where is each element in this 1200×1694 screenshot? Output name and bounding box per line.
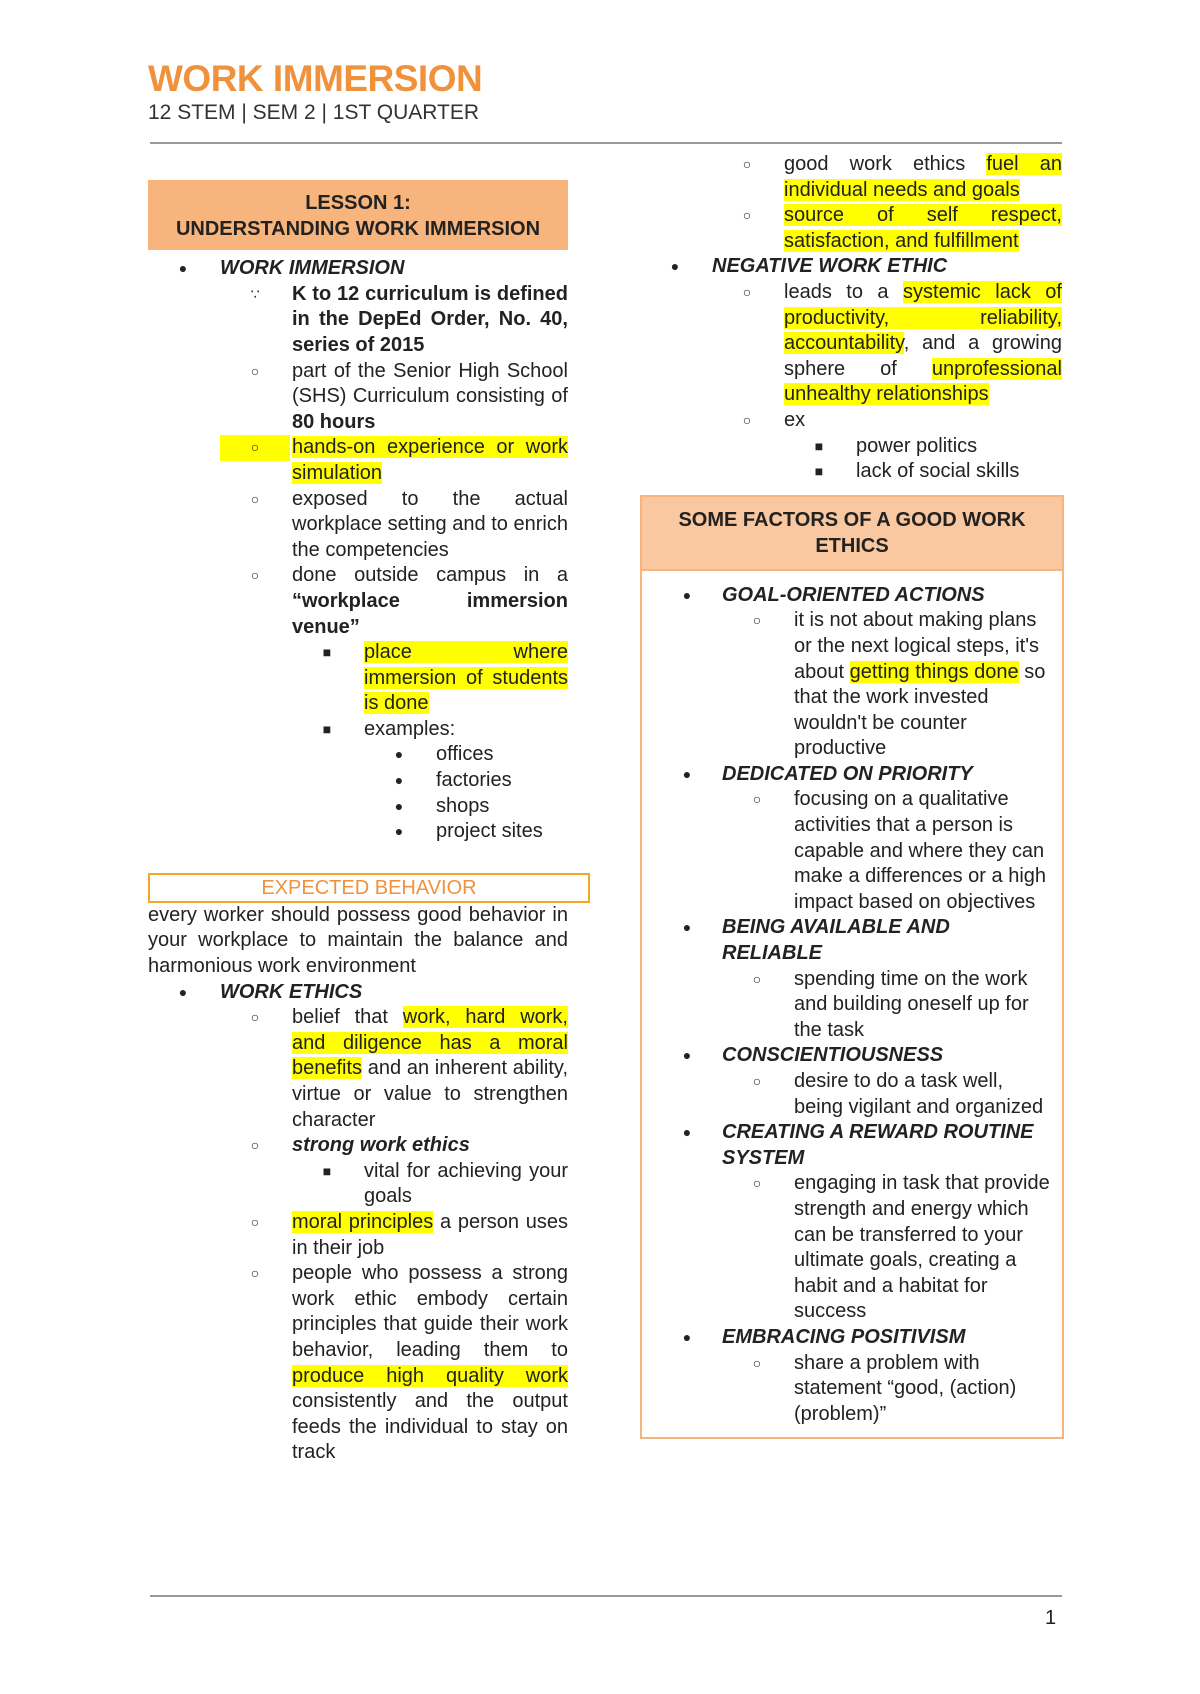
circle-bullet-icon: ○ [250, 1009, 260, 1026]
list-item: ■ power politics [784, 434, 1062, 460]
list-item: ○ strong work ethics ■ vital for achieving your goals [220, 1133, 568, 1210]
list-item: ○ spending time on the work and building oneself up for the task [722, 967, 1054, 1044]
bullet-icon: ● [394, 746, 404, 763]
factors-box [640, 495, 1064, 1440]
circle-bullet-icon: ○ [752, 1354, 762, 1371]
square-bullet-icon: ■ [322, 1162, 332, 1179]
work-ethics-list [148, 980, 568, 1466]
list-item: ■ examples: ● offices ● factories ● shops ● project sites [292, 717, 568, 845]
list-item: ● project sites [364, 819, 568, 845]
list-item: ○ moral principles a person uses in their job [220, 1210, 568, 1261]
circle-bullet-icon: ○ [250, 362, 260, 379]
list-item: ○ part of the Senior High School (SHS) Curriculum consisting of 80 hours [220, 359, 568, 436]
circle-bullet-icon: ○ [250, 1265, 260, 1282]
list-item: ○ engaging in task that provide strength and energy which can be transferred to your ultimate goals, creating a habit and a habitat for success [722, 1171, 1054, 1325]
lesson-title-box [148, 180, 568, 250]
bullet-icon: ● [682, 1328, 692, 1345]
bullet-icon: ● [394, 772, 404, 789]
bullet-icon: ● [682, 919, 692, 936]
bullet-icon: ● [682, 765, 692, 782]
list-item: ○ desire to do a task well, being vigilant and organized [722, 1069, 1054, 1120]
list-item: ○ source of self respect, satisfaction, and fulfillment [712, 203, 1062, 254]
circle-bullet-icon: ○ [752, 1073, 762, 1089]
circle-bullet-icon: ○ [250, 490, 260, 507]
bullet-icon: ● [670, 258, 680, 275]
header-divider [150, 142, 1062, 144]
list-item: ○ done outside campus in a “workplace immersion venue” ■ place where immersion of students is done ■ examples: ● offices ● factories ● shops ● project sites [220, 563, 568, 845]
list-item: ● DEDICATED ON PRIORITY ○ focusing on a qualitative activities that a person is capable and where they can make a differences or a high impact based on objectives [642, 762, 1054, 916]
footer-divider [150, 1595, 1062, 1597]
work-immersion-heading: WORK IMMERSION [220, 257, 405, 280]
list-item: ■ lack of social skills [784, 459, 1062, 485]
bullet-icon: ● [682, 586, 692, 603]
list-item: ● GOAL-ORIENTED ACTIONS ○ it is not about making plans or the next logical steps, it's about getting things done so that the work invested wouldn't be counter productive [642, 583, 1054, 762]
list-item: ○ hands-on experience or work simulation [220, 435, 568, 486]
bullet-icon: ● [178, 983, 188, 1000]
list-item: ○ it is not about making plans or the next logical steps, it's about getting things done so that the work invested wouldn't be counter productive [722, 608, 1054, 762]
negative-work-ethic-heading: NEGATIVE WORK ETHIC [712, 255, 948, 278]
sparkle-bullet-icon: ∵ [250, 285, 260, 302]
list-item [148, 980, 568, 1466]
list-item: ● EMBRACING POSITIVISM ○ share a problem with statement “good, (action)(problem)” [642, 1325, 1054, 1427]
right-column [640, 152, 1062, 1439]
list-item: ● BEING AVAILABLE AND RELIABLE ○ spending time on the work and building oneself up for the task [642, 915, 1054, 1043]
bullet-icon: ● [394, 797, 404, 814]
circle-bullet-icon: ○ [742, 207, 752, 224]
list-item: ○ leads to a systemic lack of productivity, reliability, accountability, and a growing sphere of unprofessional unhealthy relationships [712, 280, 1062, 408]
left-column [148, 180, 568, 1466]
list-item: ○ ex ■ power politics ■ lack of social skills [712, 408, 1062, 485]
work-ethics-heading: WORK ETHICS [220, 980, 363, 1003]
circle-bullet-icon: ○ [752, 1175, 762, 1192]
circle-bullet-icon: ○ [250, 567, 260, 584]
list-item: ■ place where immersion of students is done [292, 640, 568, 717]
list-item: ○ focusing on a qualitative activities that a person is capable and where they can make a differences or a high impact based on objectives [722, 787, 1054, 915]
list-item: ● factories [364, 768, 568, 794]
page-number: 1 [1045, 1607, 1057, 1629]
list-item: ○ good work ethics fuel an individual needs and goals [712, 152, 1062, 203]
list-item: ○ share a problem with statement “good, (action)(problem)” [722, 1351, 1054, 1428]
square-bullet-icon: ■ [814, 437, 824, 454]
list-item: ○ belief that work, hard work, and diligence has a moral benefits and an inherent ability, virtue or value to strengthen character [220, 1005, 568, 1133]
circle-bullet-icon: ○ [250, 1137, 260, 1154]
bullet-icon: ● [394, 823, 404, 840]
circle-bullet-icon: ○ [250, 1213, 260, 1230]
list-item [640, 254, 1062, 484]
expected-behavior-heading: EXPECTED BEHAVIOR [148, 873, 590, 903]
lesson-number: LESSON 1: [305, 192, 411, 214]
work-immersion-list [76, 256, 568, 845]
square-bullet-icon: ■ [814, 463, 824, 480]
list-item: ● CONSCIENTIOUSNESS ○ desire to do a task well, being vigilant and organized [642, 1043, 1054, 1120]
circle-bullet-icon: ○ [220, 435, 290, 461]
circle-bullet-icon: ○ [752, 791, 762, 808]
list-item: ○ people who possess a strong work ethic embody certain principles that guide their work behavior, leading them to produce high quality work consistently and the output feeds the individual to stay on track [220, 1261, 568, 1466]
document-title: WORK IMMERSION [148, 58, 483, 99]
list-item: ■ vital for achieving your goals [292, 1159, 568, 1210]
bullet-icon: ● [178, 260, 188, 277]
factors-title: SOME FACTORS OF A GOOD WORK ETHICS [642, 497, 1062, 571]
square-bullet-icon: ■ [322, 720, 332, 737]
circle-bullet-icon: ○ [742, 283, 752, 300]
bullet-icon: ● [682, 1124, 692, 1141]
list-item [148, 256, 568, 845]
list-item: ● shops [364, 794, 568, 820]
list-item: ○ exposed to the actual workplace setting and to enrich the competencies [220, 487, 568, 564]
list-item: ∵ K to 12 curriculum is defined in the DepEd Order, No. 40, series of 2015 [220, 282, 568, 359]
list-item: ● offices [364, 742, 568, 768]
circle-bullet-icon: ○ [742, 156, 752, 172]
document-subtitle: 12 STEM | SEM 2 | 1ST QUARTER [148, 101, 480, 124]
list-item: ● CREATING A REWARD ROUTINE SYSTEM ○ engaging in task that provide strength and energy which can be transferred to your ultimate goals, creating a habit and a habitat for success [642, 1120, 1054, 1325]
expected-behavior-text: every worker should possess good behavior in your workplace to maintain the balance and harmonious work environment [148, 903, 568, 978]
lesson-title: UNDERSTANDING WORK IMMERSION [175, 217, 541, 240]
square-bullet-icon: ■ [322, 644, 332, 661]
circle-bullet-icon: ○ [742, 411, 752, 428]
circle-bullet-icon: ○ [752, 970, 762, 987]
bullet-icon: ● [682, 1047, 692, 1064]
circle-bullet-icon: ○ [752, 612, 762, 629]
